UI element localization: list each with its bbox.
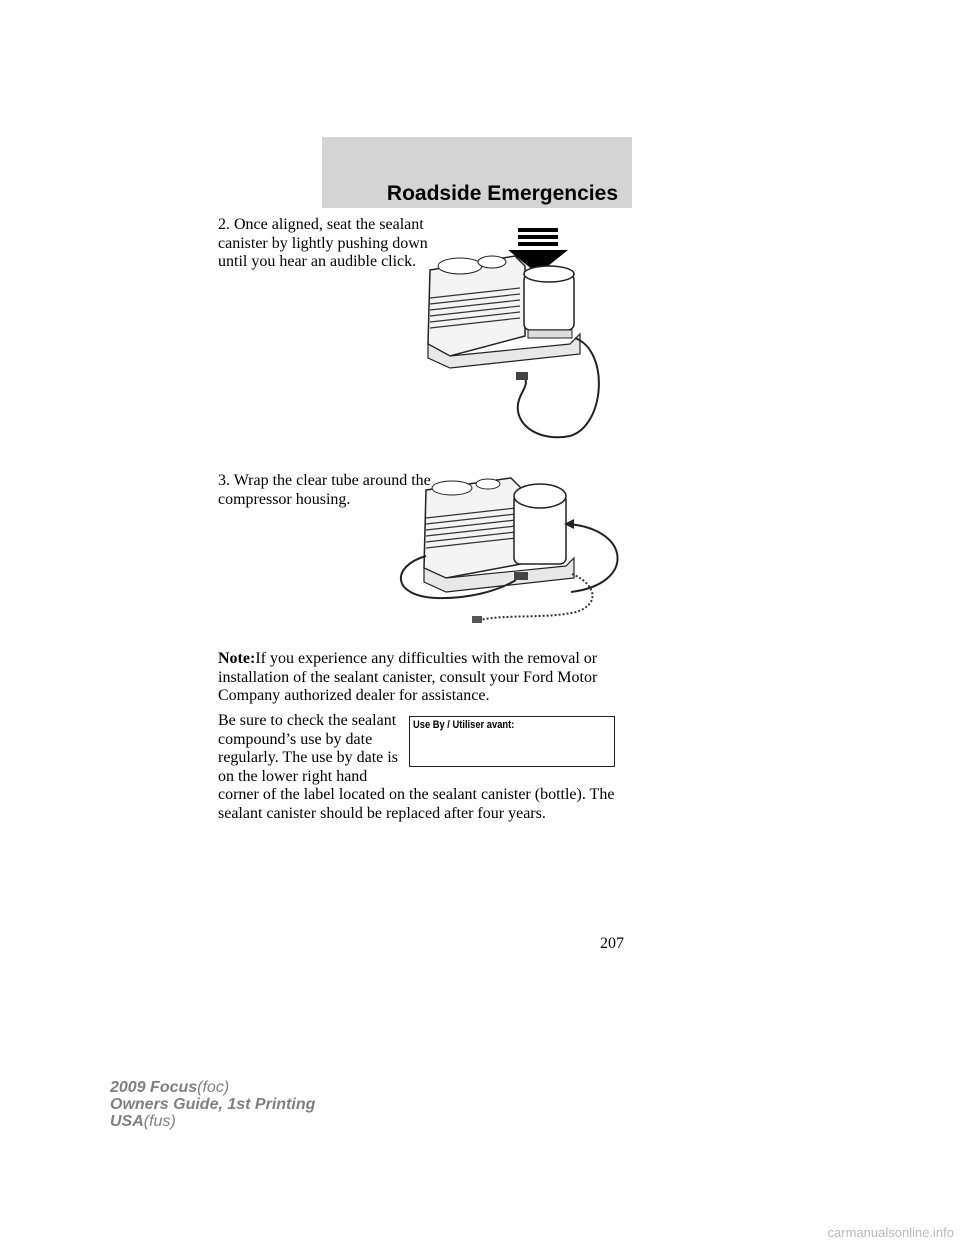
footer-model: 2009 Focus [110,1079,198,1096]
footer-edition: Owners Guide, 1st Printing [110,1096,316,1113]
watermark: carmanualsonline.info [827,1225,954,1240]
document-footer [110,1079,315,1130]
note-paragraph [218,650,618,706]
footer-market-code: (fus) [143,1113,176,1130]
footer-market: USA [110,1113,144,1130]
section-title: Roadside Emergencies [386,182,618,205]
page-number: 207 [600,935,624,952]
section-header [322,137,632,208]
note-text: If you experience any difficulties with the removal or installation of the sealant canister, consult your Ford Motor Company authorized dealer for assistance. [218,650,598,704]
compressor-with-canister-illustration [420,226,620,442]
use-by-label-text: Use By / Utiliser avant: [413,719,515,731]
note-label: Note: [218,650,256,667]
footer-model-code: (foc) [197,1079,230,1096]
use-by-text: Be sure to check the sealant compound’s use by date regularly. The use by date is on the lower right hand corner of the label located on the sealant canister (bottle). The sealant canister should be replaced after four years. [218,712,615,822]
use-by-label-sample [409,716,615,767]
step-3-text: 3. Wrap the clear tube around the compressor housing. [218,472,431,508]
compressor-tube-wrap-illustration [396,474,628,626]
step-2-text: 2. Once aligned, seat the sealant canister by lightly pushing down until you hear an audible click. [218,216,428,270]
